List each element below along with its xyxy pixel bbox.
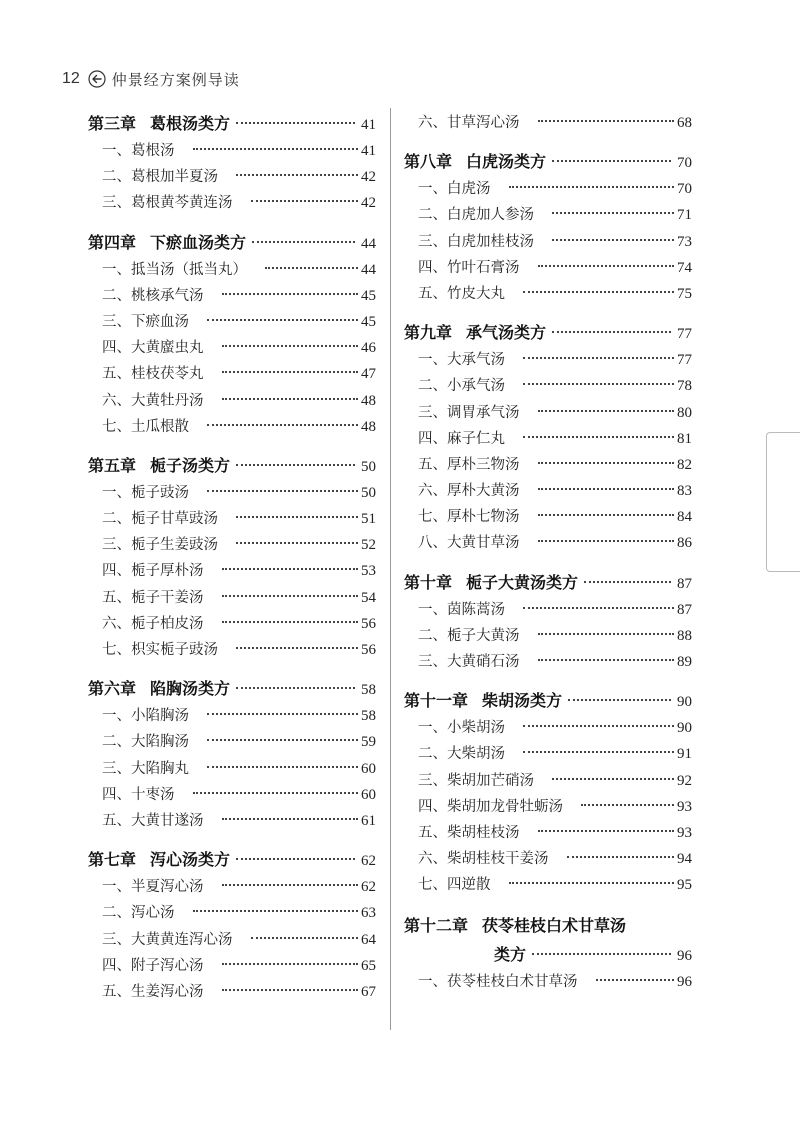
back-arrow-icon[interactable] [88,70,106,88]
toc-entry[interactable] [404,229,692,255]
toc-entry[interactable] [88,808,376,834]
toc-entry[interactable] [88,703,376,729]
leader-dots [207,490,358,492]
entry-label: 二、桃核承气汤 [102,287,204,304]
entry-label: 六、甘草泻心汤 [418,115,520,131]
chapter-heading[interactable] [404,569,692,597]
entry-page: 56 [361,642,376,658]
toc-entry[interactable] [404,846,692,872]
leader-dots [523,357,674,359]
entry-page: 62 [361,879,376,896]
toc-entry[interactable] [404,110,692,136]
leader-dots [538,120,675,122]
chapter-label: 第六章 [88,679,137,699]
entry-page: 92 [677,772,692,789]
leader-dots [207,424,358,426]
entry-label: 三、下瘀血汤 [102,313,189,330]
entry-page: 84 [677,509,692,526]
chapter-7 [88,846,376,1005]
entry-page: 67 [361,983,376,1000]
leader-dots [193,910,359,912]
entry-page: 68 [677,115,692,131]
page-number: 12 [62,70,80,87]
entry-label: 二、大陷胸汤 [102,734,189,751]
toc-entry[interactable] [88,361,376,387]
leader-dots [207,739,358,741]
chapter-name: 柴胡汤类方 [482,691,563,711]
leader-dots [509,882,675,884]
chapter-heading[interactable] [88,229,376,257]
toc-entry[interactable] [404,820,692,846]
toc-entry[interactable] [88,309,376,335]
toc-entry[interactable] [88,558,376,584]
toc-entry[interactable] [404,872,692,898]
entry-page: 60 [361,760,376,777]
entry-label: 三、白虎加桂枝汤 [418,233,534,250]
entry-label: 二、大柴胡汤 [418,746,505,763]
toc-entry[interactable] [88,388,376,414]
chapter-name: 泻心汤类方 [150,850,231,870]
entry-page: 91 [677,746,692,763]
entry-page: 60 [361,786,376,803]
leader-dots [222,989,359,991]
chapter-12 [404,911,692,995]
entry-label: 二、栀子大黄汤 [418,627,520,644]
chapter-page: 50 [361,458,376,475]
leader-dots [568,699,671,701]
leader-dots [552,239,674,241]
entry-page: 42 [361,169,376,186]
chapter-page: 62 [361,853,376,870]
toc-entry[interactable] [88,138,376,164]
leader-dots [552,331,671,333]
entry-page: 65 [361,957,376,974]
entry-page: 51 [361,511,376,528]
toc-entry[interactable] [404,768,692,794]
entry-page: 94 [677,851,692,868]
chapter-heading[interactable] [404,319,692,347]
toc-entry[interactable] [404,794,692,820]
entry-page: 64 [361,931,376,948]
toc-entry[interactable] [88,164,376,190]
toc-entry[interactable] [404,478,692,504]
leader-dots [193,148,359,150]
toc-entry[interactable] [88,283,376,309]
leader-dots [236,647,358,649]
entry-page: 93 [677,824,692,841]
entry-page: 71 [677,207,692,224]
leader-dots [552,778,674,780]
leader-dots [552,212,674,214]
toc-entry[interactable] [88,729,376,755]
leader-dots [538,410,675,412]
toc-entry[interactable] [88,414,376,440]
entry-label: 二、泻心汤 [102,905,175,922]
chapter-heading[interactable] [404,687,692,715]
toc-entry[interactable] [88,782,376,808]
entry-page: 63 [361,905,376,922]
leader-dots [236,464,355,466]
leader-dots [236,858,355,860]
chapter-heading[interactable] [88,846,376,874]
entry-label: 七、枳实栀子豉汤 [102,642,218,658]
chapter-4 [88,229,376,440]
leader-dots [523,291,674,293]
toc-entry[interactable] [404,176,692,202]
leader-dots [538,659,675,661]
entry-label: 三、栀子生姜豉汤 [102,537,218,554]
toc-entry[interactable] [404,452,692,478]
chapter-page: 87 [677,575,692,592]
leader-dots [596,979,675,981]
leader-dots [538,488,675,490]
toc-entry[interactable] [404,504,692,530]
chapter-page: 44 [361,235,376,252]
toc-entry[interactable] [404,202,692,228]
chapter-name-continued: 类方 [494,944,527,964]
entry-page: 48 [361,392,376,409]
entry-label: 三、调胃承气汤 [418,404,520,421]
chapter-9 [404,319,692,557]
entry-label: 二、小承气汤 [418,378,505,395]
entry-page: 95 [677,877,692,894]
toc-entry[interactable] [88,611,376,637]
entry-page: 89 [677,654,692,670]
leader-dots [236,542,358,544]
leader-dots [236,174,358,176]
leader-dots [207,713,358,715]
leader-dots [538,514,675,516]
chapter-10 [404,569,692,676]
toc-entry[interactable] [88,532,376,558]
entry-page: 73 [677,233,692,250]
entry-label: 六、柴胡桂枝干姜汤 [418,851,549,868]
toc-entry[interactable] [88,953,376,979]
leader-dots [222,818,359,820]
entry-label: 一、小陷胸汤 [102,708,189,725]
toc-entry[interactable] [404,373,692,399]
entry-label: 五、大黄甘遂汤 [102,812,204,829]
leader-dots [523,751,674,753]
chapter-page: 96 [677,947,692,964]
entry-label: 一、白虎汤 [418,181,491,198]
entry-page: 45 [361,287,376,304]
chapter-heading[interactable] [404,148,692,176]
chapter-label: 第三章 [88,114,137,133]
toc-entry[interactable] [88,979,376,1005]
leader-dots [236,516,358,518]
leader-dots [538,462,675,464]
chapter-page: 90 [677,694,692,711]
entry-page: 53 [361,563,376,580]
leader-dots [222,963,359,965]
book-title: 仲景经方案例导读 [111,70,240,89]
leader-dots [584,581,671,583]
chapter-11 [404,687,692,898]
entry-page: 58 [361,708,376,725]
leader-dots [265,267,358,269]
chapter-name: 茯苓桂枝白术甘草汤 [482,915,627,935]
chapter-label: 第四章 [88,232,137,252]
entry-page: 90 [677,720,692,737]
chapter-label: 第五章 [88,455,137,475]
leader-dots [581,804,674,806]
toc-entry[interactable] [404,400,692,426]
leader-dots [222,398,359,400]
chapter-heading[interactable] [88,110,376,138]
entry-page: 41 [361,143,376,159]
leader-dots [222,568,359,570]
toc-entry[interactable] [88,335,376,361]
toc-entry[interactable] [404,347,692,373]
entry-label: 四、柴胡加龙骨牡蛎汤 [418,798,563,815]
toc-entry[interactable] [404,281,692,307]
leader-dots [538,830,675,832]
chapter-3 [88,110,376,217]
leader-dots [523,607,674,609]
entry-label: 七、厚朴七物汤 [418,509,520,526]
toc-entry[interactable] [88,874,376,900]
entry-label: 二、葛根加半夏汤 [102,169,218,186]
chapter-5 [88,452,376,663]
toc-entry[interactable] [404,715,692,741]
leader-dots [538,540,675,542]
leader-dots [538,633,675,635]
leader-dots [567,856,675,858]
toc-entry[interactable] [404,530,692,556]
toc-entry[interactable] [404,255,692,281]
leader-dots [509,186,675,188]
chapter-heading-continued[interactable] [404,941,692,969]
toc-entry[interactable] [88,900,376,926]
chapter-6 [88,675,376,834]
leader-dots [523,383,674,385]
entry-label: 六、栀子柏皮汤 [102,615,204,632]
entry-label: 五、柴胡桂枝汤 [418,824,520,841]
entry-label: 一、茵陈蒿汤 [418,601,505,618]
leader-dots [532,953,671,955]
leader-dots [193,792,359,794]
chapter-heading[interactable] [404,911,692,941]
entry-label: 一、茯苓桂枝白术甘草汤 [418,973,578,990]
page-header [62,66,240,92]
chapter-label: 第九章 [404,323,453,343]
entry-label: 一、栀子豉汤 [102,484,189,501]
entry-label: 三、大陷胸丸 [102,760,189,777]
entry-label: 五、竹皮大丸 [418,285,505,302]
toc-entry[interactable] [404,741,692,767]
leader-dots [222,595,359,597]
toc-entry[interactable] [404,623,692,649]
chapter-name: 栀子汤类方 [150,455,231,475]
entry-page: 88 [677,627,692,644]
entry-page: 81 [677,430,692,447]
entry-label: 三、大黄硝石汤 [418,654,520,670]
leader-dots [222,371,359,373]
toc-entry[interactable] [88,190,376,216]
entry-page: 86 [677,535,692,552]
chapter-label: 第十二章 [404,915,469,935]
entry-label: 四、大黄䗪虫丸 [102,340,204,357]
entry-page: 50 [361,484,376,501]
chapter-name: 承气汤类方 [466,323,547,343]
entry-page: 83 [677,483,692,500]
chapter-page: 77 [677,326,692,343]
entry-page: 47 [361,366,376,383]
entry-page: 75 [677,285,692,302]
leader-dots [523,725,674,727]
toc-left-column [88,110,376,1017]
toc-entry[interactable] [88,506,376,532]
leader-dots [222,293,359,295]
toc-right-column [404,110,692,1007]
entry-label: 一、小柴胡汤 [418,720,505,737]
chapter-name: 葛根汤类方 [150,114,231,133]
entry-page: 54 [361,589,376,606]
leader-dots [222,621,359,623]
entry-page: 93 [677,798,692,815]
chapter-page: 70 [677,155,692,172]
chapter-label: 第八章 [404,152,453,172]
toc-entry[interactable] [88,756,376,782]
entry-page: 82 [677,456,692,473]
leader-dots [538,265,675,267]
entry-page: 56 [361,615,376,632]
entry-page: 46 [361,340,376,357]
chapter-label: 第七章 [88,850,137,870]
entry-page: 42 [361,195,376,212]
chapter-page: 58 [361,682,376,699]
entry-page: 70 [677,181,692,198]
side-thumb-tab [766,432,800,572]
chapter-heading[interactable] [88,452,376,480]
entry-label: 一、大承气汤 [418,352,505,369]
entry-label: 四、麻子仁丸 [418,430,505,447]
chapter-name: 陷胸汤类方 [150,679,231,699]
toc-entry[interactable] [404,426,692,452]
entry-label: 六、大黄牡丹汤 [102,392,204,409]
leader-dots [222,345,359,347]
leader-dots [552,160,671,162]
entry-label: 七、土瓜根散 [102,418,189,435]
column-divider [390,108,391,1030]
leader-dots [251,937,359,939]
leader-dots [251,200,359,202]
leader-dots [523,436,674,438]
entry-label: 一、抵当汤（抵当丸） [102,261,247,278]
entry-label: 七、四逆散 [418,877,491,894]
leader-dots [207,766,358,768]
toc-entry[interactable] [88,927,376,953]
toc-entry[interactable] [404,969,692,995]
chapter-8 [404,148,692,307]
entry-page: 61 [361,812,376,829]
entry-label: 五、桂枝茯苓丸 [102,366,204,383]
chapter-heading[interactable] [88,675,376,703]
entry-label: 四、竹叶石膏汤 [418,259,520,276]
toc-entry[interactable] [88,585,376,611]
entry-label: 四、附子泻心汤 [102,957,204,974]
toc-entry[interactable] [88,637,376,663]
chapter-name: 下瘀血汤类方 [150,232,247,252]
entry-page: 44 [361,261,376,278]
entry-page: 77 [677,352,692,369]
entry-label: 三、大黄黄连泻心汤 [102,931,233,948]
chapter-7-continued [404,110,692,136]
entry-page: 74 [677,259,692,276]
entry-page: 59 [361,734,376,751]
entry-label: 四、十枣汤 [102,786,175,803]
leader-dots [252,241,355,243]
chapter-name: 白虎汤类方 [466,152,547,172]
toc-entry[interactable] [88,257,376,283]
entry-page: 45 [361,313,376,330]
entry-label: 四、栀子厚朴汤 [102,563,204,580]
entry-page: 80 [677,404,692,421]
entry-page: 48 [361,418,376,435]
toc-entry[interactable] [404,649,692,675]
entry-label: 八、大黄甘草汤 [418,535,520,552]
entry-page: 87 [677,601,692,618]
toc-entry[interactable] [404,597,692,623]
toc-entry[interactable] [88,480,376,506]
chapter-label: 第十章 [404,572,453,592]
entry-label: 二、栀子甘草豉汤 [102,511,218,528]
entry-label: 一、半夏泻心汤 [102,879,204,896]
chapter-page: 41 [361,117,376,133]
leader-dots [236,122,355,124]
leader-dots [222,884,359,886]
entry-label: 二、白虎加人参汤 [418,207,534,224]
leader-dots [207,319,358,321]
leader-dots [236,687,355,689]
entry-label: 一、葛根汤 [102,143,175,159]
entry-label: 五、生姜泻心汤 [102,983,204,1000]
entry-label: 五、栀子干姜汤 [102,589,204,606]
entry-label: 五、厚朴三物汤 [418,456,520,473]
entry-page: 52 [361,537,376,554]
entry-label: 三、葛根黄芩黄连汤 [102,195,233,212]
chapter-name: 栀子大黄汤类方 [466,572,579,592]
entry-page: 96 [677,973,692,990]
entry-label: 三、柴胡加芒硝汤 [418,772,534,789]
entry-page: 78 [677,378,692,395]
entry-label: 六、厚朴大黄汤 [418,483,520,500]
chapter-label: 第十一章 [404,691,469,711]
